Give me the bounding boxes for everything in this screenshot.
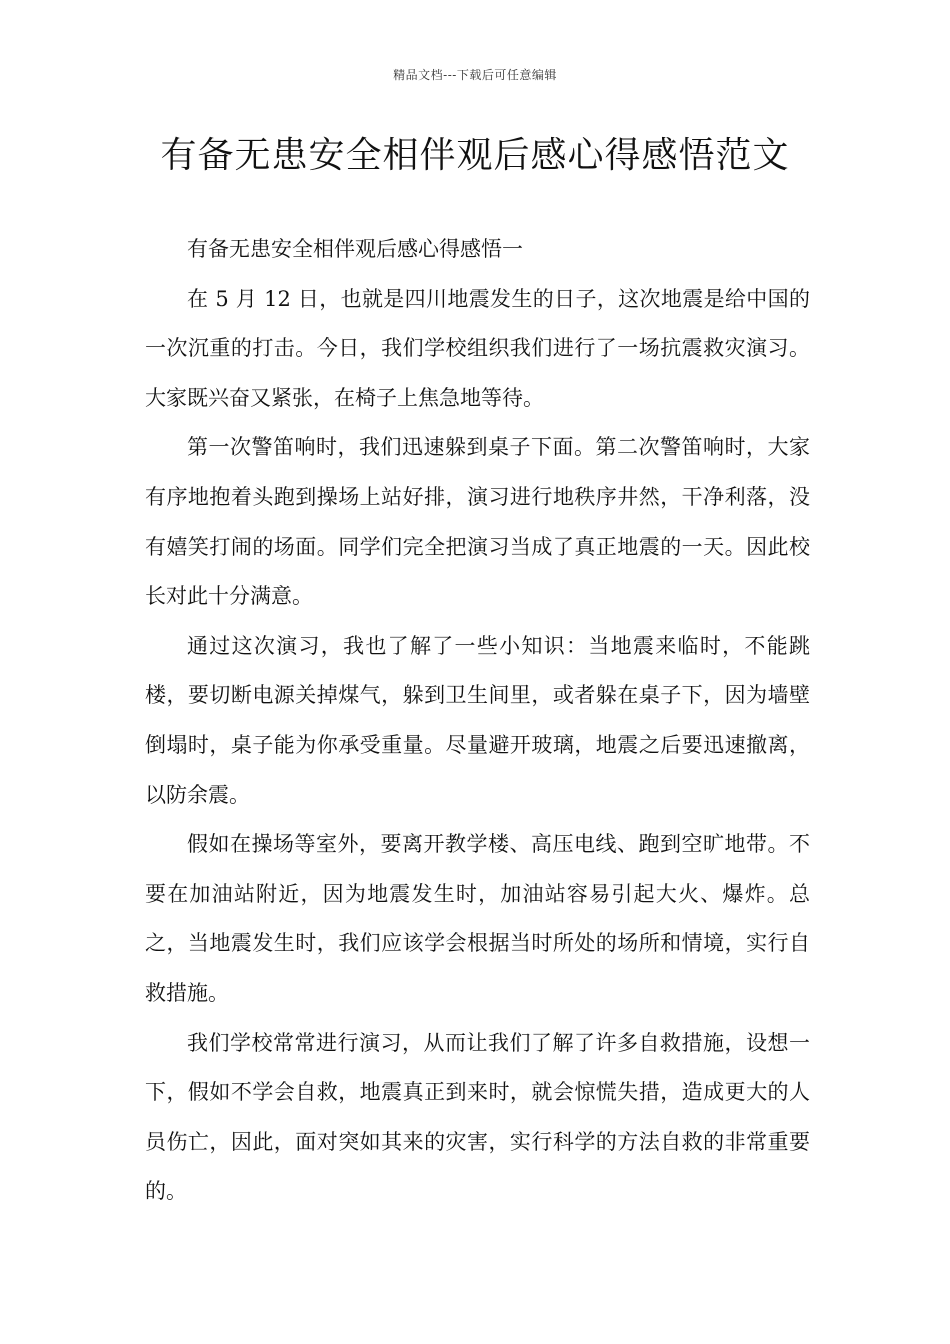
document-title: 有备无患安全相伴观后感心得感悟范文: [160, 135, 790, 176]
paragraph: 我们学校常常进行演习，从而让我们了解了许多自救措施，设想一下，假如不学会自救，地震真正到来时，就会惊慌失措，造成更大的人员伤亡，因此，面对突如其来的灾害，实行科学的方法自救的非常重要的。: [145, 1030, 810, 1204]
paragraph: 假如在操场等室外，要离开教学楼、高压电线、跑到空旷地带。不要在加油站附近，因为地震发生时，加油站容易引起大火、爆炸。总之，当地震发生时，我们应该学会根据当时所处的场所和情境，实行自救措施。: [145, 832, 810, 1005]
paragraph: 第一次警笛响时，我们迅速躲到桌子下面。第二次警笛响时，大家有序地抱着头跑到操场上站好排，演习进行地秩序井然，干净利落，没有嬉笑打闹的场面。同学们完全把演习当成了真正地震的一天。因此校长对此十分满意。: [145, 435, 810, 609]
document-body: [145, 225, 810, 1217]
paragraph: 在 5 月 12 日，也就是四川地震发生的日子，这次地震是给中国的一次沉重的打击。今日，我们学校组织我们进行了一场抗震救灾演习。大家既兴奋又紧张，在椅子上焦急地等待。: [145, 286, 810, 410]
paragraph: 通过这次演习，我也了解了一些小知识：当地震来临时，不能跳楼，要切断电源关掉煤气，躲到卫生间里，或者躲在桌子下，因为墙壁倒塌时，桌子能为你承受重量。尽量避开玻璃，地震之后要迅速撤离，以防余震。: [145, 633, 810, 807]
section-heading: 有备无患安全相伴观后感心得感悟一: [187, 237, 523, 261]
header-note: 精品文档---下载后可任意编辑: [393, 68, 557, 82]
